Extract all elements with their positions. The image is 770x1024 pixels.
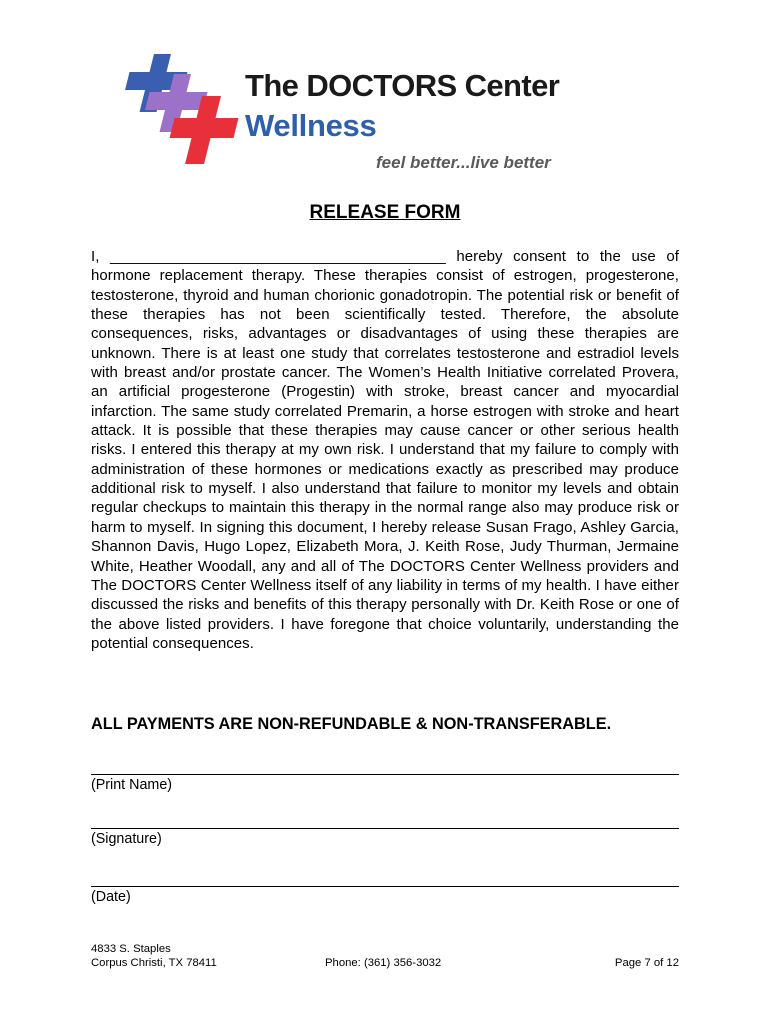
- doctors-center-logo: [118, 50, 588, 180]
- consent-paragraph: [91, 247, 679, 653]
- address-line2: Corpus Christi, TX 78411: [91, 957, 217, 969]
- consent-prefix: I,: [91, 248, 100, 265]
- signature-label: (Signature): [91, 831, 162, 847]
- logo-tagline: feel better...live better: [376, 153, 551, 172]
- print-name-line[interactable]: [91, 774, 679, 775]
- logo-name-line2: Wellness: [245, 108, 377, 143]
- print-name-label: (Print Name): [91, 777, 173, 793]
- consent-name-blank[interactable]: ________________________________________: [110, 248, 446, 265]
- payment-notice: ALL PAYMENTS ARE NON-REFUNDABLE & NON-TRANSFERABLE.: [91, 715, 612, 733]
- date-line[interactable]: [91, 886, 679, 887]
- footer-phone: Phone: (361) 356-3032: [325, 957, 442, 969]
- logo-name-line1: The DOCTORS Center: [245, 68, 560, 103]
- signature-line[interactable]: [91, 828, 679, 829]
- date-label: (Date): [91, 889, 131, 905]
- page-title: RELEASE FORM: [309, 202, 461, 223]
- footer-page-number: Page 7 of 12: [614, 957, 679, 969]
- medical-cross-icon: [118, 50, 243, 180]
- consent-text: hereby consent to the use of hormone replacement therapy. These therapies consist of estrogen, progesterone, testosterone, thyroid and human chorionic gonadotropin. The potential risk or benefit of these therapies has not been scientifically tested. Therefore, the absolute consequences, risks, advantages or disadvantages of using these therapies are unknown. There is at least one study that correlates testosterone and estradiol levels with breast and/or prostate cancer. The Women’s Health Initiative correlated Provera, an artificial progesterone (Progestin) with stroke, breast cancer and myocardial infarction. The same study correlated Premarin, a horse estrogen with stroke and heart attack. It is possible that these therapies may cause cancer or other serious health risks. I entered this therapy at my own risk. I understand that my failure to comply with administration of these hormones or medications exactly as prescribed may produce additional risk to myself. I also understand that failure to monitor my levels and obtain regular checkups to maintain this therapy in the normal range also may produce risk or harm to myself. In signing this document, I hereby release Susan Frago, Ashley Garcia, Shannon Davis, Hugo Lopez, Elizabeth Mora, J. Keith Rose, Judy Thurman, Jermaine White, Heather Woodall, any and all of The DOCTORS Center Wellness providers and The DOCTORS Center Wellness itself of any liability in terms of my health. I have either discussed the risks and benefits of this therapy personally with Dr. Keith Rose or one of the above listed providers. I have foregone that choice voluntarily, understanding the potential consequences.: [91, 248, 679, 652]
- address-line1: 4833 S. Staples: [91, 943, 171, 955]
